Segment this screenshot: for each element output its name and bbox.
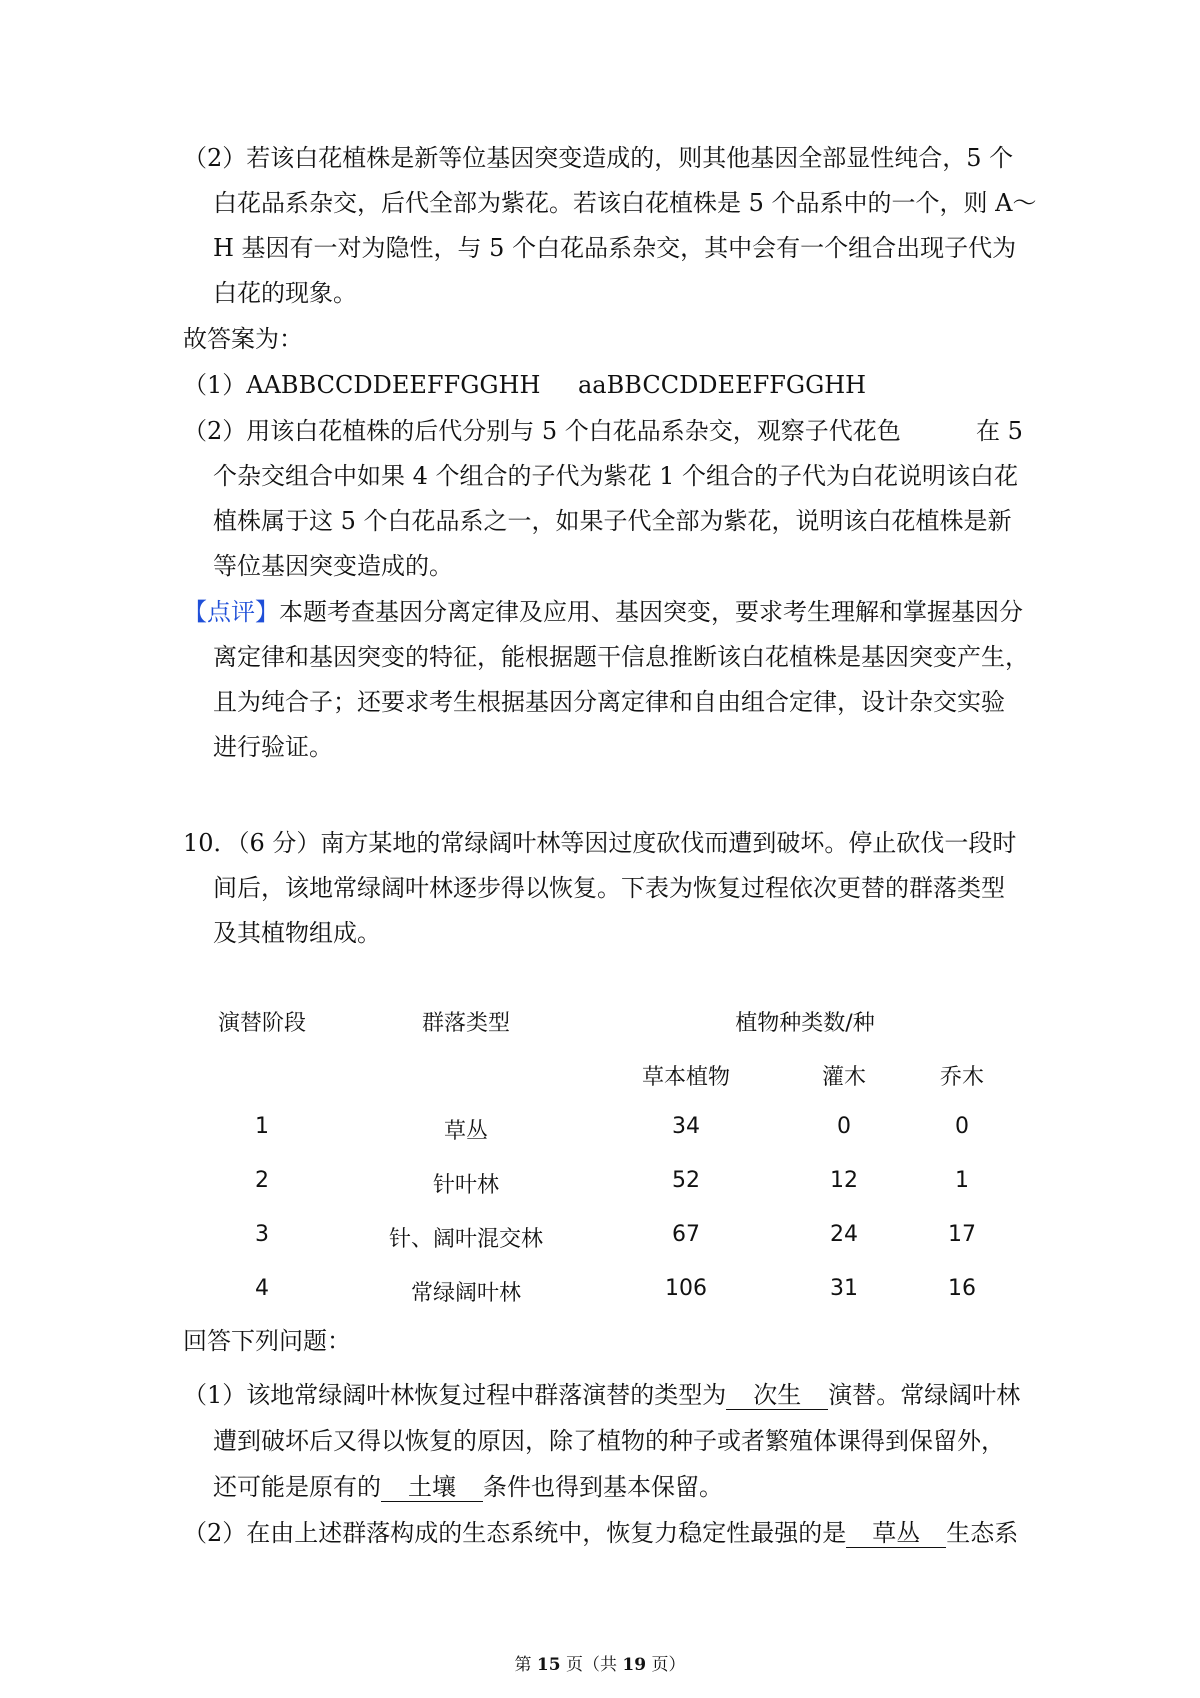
table-cell: 4 [255, 1276, 269, 1301]
q10-sub1-line-3 [213, 1472, 723, 1502]
table-cell: 1 [255, 1114, 269, 1139]
table-subheader-shrub: 灌木 [821, 1065, 867, 1090]
q10-sub1-post: 演替。常绿阔叶林 [828, 1381, 1021, 1409]
answer-2-line-3: 植株属于这 5 个白花品系之一，如果子代全部为紫花，说明该白花植株是新 [213, 507, 1012, 535]
table-cell: 24 [830, 1222, 858, 1247]
table-header-species: 植物种类数/种 [735, 1011, 875, 1036]
footer-total-pages: 19 [622, 1655, 647, 1675]
footer-pre: 第 [514, 1655, 532, 1675]
table-header-stage: 演替阶段 [217, 1011, 307, 1036]
answer-2-tail: 在 5 [976, 417, 1023, 445]
item2-line-2: 白花品系杂交，后代全部为紫花。若该白花植株是 5 个品系中的一个，则 A～ [213, 189, 1037, 217]
table-cell: 52 [672, 1168, 700, 1193]
table-cell: 针、阔叶混交林 [388, 1227, 544, 1252]
answer-1-a: （1）AABBCCDDEEFFGGHH [183, 371, 541, 399]
q10-sub1-line-1 [183, 1380, 1020, 1410]
q10-stem-line-2: 间后，该地常绿阔叶林逐步得以恢复。下表为恢复过程依次更替的群落类型 [213, 874, 1005, 902]
table-cell: 67 [672, 1222, 700, 1247]
footer-page-number: 15 [536, 1655, 561, 1675]
comment-text-1: 本题考查基因分离定律及应用、基因突变，要求考生理解和掌握基因分 [279, 598, 1023, 626]
item2-line-4: 白花的现象。 [213, 279, 357, 307]
table-cell: 针叶林 [432, 1173, 500, 1198]
q10-sub1-pre: （1）该地常绿阔叶林恢复过程中群落演替的类型为 [183, 1381, 727, 1409]
table-cell: 草丛 [443, 1119, 489, 1144]
table-cell: 16 [948, 1276, 976, 1301]
answer-blank: 次生 [726, 1381, 828, 1410]
table-cell: 1 [955, 1168, 969, 1193]
table-cell: 31 [830, 1276, 858, 1301]
q10-stem-line-3: 及其植物组成。 [213, 919, 381, 947]
q10-sub1-line-2: 遭到破坏后又得以恢复的原因，除了植物的种子或者繁殖体课得到保留外， [213, 1427, 1005, 1455]
footer-mid: 页（共 [566, 1655, 617, 1675]
comment-line-3: 且为纯合子；还要求考生根据基因分离定律和自由组合定律，设计杂交实验 [213, 688, 1005, 716]
table-cell: 17 [948, 1222, 976, 1247]
table-cell: 2 [255, 1168, 269, 1193]
answer-heading: 故答案为： [183, 325, 303, 353]
answer-1-b: aaBBCCDDEEFFGGHH [578, 371, 867, 399]
answer-2-line-2: 个杂交组合中如果 4 个组合的子代为紫花 1 个组合的子代为白花说明该白花 [213, 462, 1019, 490]
footer-post: 页） [651, 1655, 686, 1675]
comment-line-2: 离定律和基因突变的特征，能根据题干信息推断该白花植株是基因突变产生， [213, 643, 1029, 671]
table-cell: 0 [837, 1114, 851, 1139]
table-cell: 3 [255, 1222, 269, 1247]
answer-blank: 土壤 [381, 1473, 483, 1502]
comment-line-4: 进行验证。 [213, 733, 333, 761]
table-cell: 106 [665, 1276, 707, 1301]
table-subheader-tree: 乔木 [939, 1065, 985, 1090]
q10-prompt: 回答下列问题： [183, 1327, 351, 1355]
table-header-community: 群落类型 [421, 1011, 511, 1036]
table-cell: 常绿阔叶林 [410, 1281, 522, 1306]
item2-line-1: （2）若该白花植株是新等位基因突变造成的，则其他基因全部显性纯合，5 个 [183, 144, 1014, 172]
table-cell: 34 [672, 1114, 700, 1139]
q10-sub2-post: 生态系 [946, 1519, 1019, 1547]
answer-blank: 草丛 [846, 1519, 946, 1548]
q10-stem-line-1: 10．（6 分）南方某地的常绿阔叶林等因过度砍伐而遭到破坏。停止砍伐一段时 [183, 829, 1017, 857]
answer-2-line-1: （2）用该白花植株的后代分别与 5 个白花品系杂交，观察子代花色 [183, 417, 901, 445]
q10-sub2-line-1 [183, 1518, 1018, 1548]
table-subheader-herb: 草本植物 [641, 1065, 731, 1090]
q10-sub1-pre3: 还可能是原有的 [213, 1473, 381, 1501]
answer-2-line-4: 等位基因突变造成的。 [213, 552, 453, 580]
q10-sub1-post3: 条件也得到基本保留。 [483, 1473, 723, 1501]
item2-line-3: H 基因有一对为隐性，与 5 个白花品系杂交，其中会有一个组合出现子代为 [213, 234, 1017, 262]
comment-tag: 【点评】 [183, 598, 279, 626]
q10-sub2-pre: （2）在由上述群落构成的生态系统中，恢复力稳定性最强的是 [183, 1519, 847, 1547]
page-footer [0, 1650, 1200, 1675]
table-cell: 0 [955, 1114, 969, 1139]
table-cell: 12 [830, 1168, 858, 1193]
